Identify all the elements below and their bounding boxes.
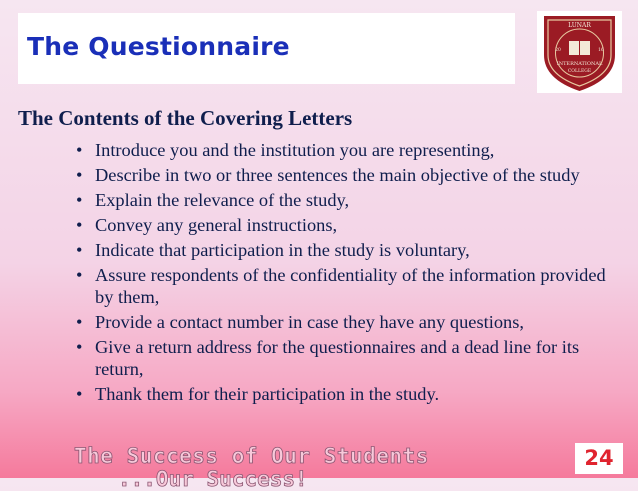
bullet-text: Describe in two or three sentences the main objective of the study bbox=[95, 165, 580, 185]
bullet-list bbox=[76, 139, 616, 408]
college-logo bbox=[537, 11, 622, 93]
bullet-text: Convey any general instructions, bbox=[95, 215, 338, 235]
bullet-dot-icon: • bbox=[76, 240, 83, 260]
title-box bbox=[18, 13, 515, 84]
bullet-dot-icon: • bbox=[76, 215, 83, 235]
bullet-item bbox=[76, 264, 616, 308]
logo-year-left: 20 bbox=[555, 48, 561, 53]
bullet-text: Indicate that participation in the study is voluntary, bbox=[95, 240, 470, 260]
shield-logo-icon bbox=[537, 11, 622, 93]
footer-tagline: The Success of Our Students bbox=[74, 444, 429, 468]
bullet-item bbox=[76, 336, 616, 380]
bullet-dot-icon: • bbox=[76, 140, 83, 160]
bullet-dot-icon: • bbox=[76, 312, 83, 332]
bullet-item bbox=[76, 164, 616, 186]
section-heading: The Contents of the Covering Letters bbox=[18, 106, 353, 130]
logo-mid-text: INTERNATIONAL bbox=[556, 61, 603, 67]
bullet-dot-icon: • bbox=[76, 384, 83, 404]
slide-title: The Questionnaire bbox=[27, 32, 290, 61]
bullet-item bbox=[76, 139, 616, 161]
bullet-dot-icon: • bbox=[76, 337, 83, 357]
logo-top-text: LUNAR bbox=[568, 22, 591, 29]
bullet-dot-icon: • bbox=[76, 165, 83, 185]
bullet-item bbox=[76, 311, 616, 333]
bullet-text: Provide a contact number in case they have any questions, bbox=[95, 312, 524, 332]
bullet-text: Thank them for their participation in the study. bbox=[95, 384, 440, 404]
bullet-text: Give a return address for the questionnaires and a dead line for its return, bbox=[95, 337, 580, 379]
logo-year-right: 16 bbox=[598, 48, 604, 53]
bullet-item bbox=[76, 189, 616, 211]
bullet-dot-icon: • bbox=[76, 190, 83, 210]
bullet-text: Introduce you and the institution you are representing, bbox=[95, 140, 495, 160]
page-number-box bbox=[575, 443, 623, 474]
logo-bottom-text: COLLEGE bbox=[567, 69, 592, 74]
bullet-text: Explain the relevance of the study, bbox=[95, 190, 350, 210]
page-number: 24 bbox=[584, 446, 614, 470]
bullet-item bbox=[76, 214, 616, 236]
bullet-item bbox=[76, 239, 616, 261]
bullet-text: Assure respondents of the confidentiality of the information provided by them, bbox=[95, 265, 606, 307]
footer-tagline-continued: ...Our Success! bbox=[118, 467, 308, 491]
bullet-item bbox=[76, 383, 616, 405]
bullet-dot-icon: • bbox=[76, 265, 83, 285]
